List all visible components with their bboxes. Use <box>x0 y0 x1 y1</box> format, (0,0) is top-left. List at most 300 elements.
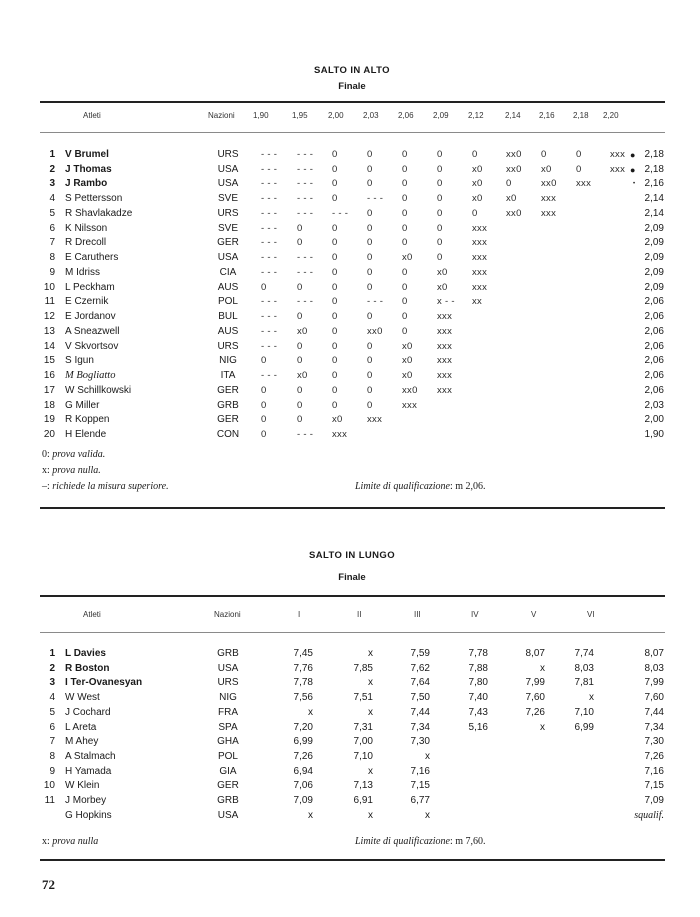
nation: GER <box>217 414 239 426</box>
attempt-cell: 0 <box>402 193 408 205</box>
attempt-cell: x0 <box>437 266 448 278</box>
table-row <box>0 295 700 309</box>
jump-cell: 7,51 <box>353 692 373 704</box>
jump-cell: 7,26 <box>293 751 313 763</box>
attempt-cell: 0 <box>367 340 373 352</box>
rank: 3 <box>49 178 55 190</box>
rank: 5 <box>49 207 55 219</box>
attempt-cell: xxx <box>472 281 488 293</box>
nation: AUS <box>217 281 239 293</box>
result: 7,30 <box>644 736 664 748</box>
rank: 6 <box>49 222 55 234</box>
legend-text: prova valida. <box>52 449 106 460</box>
attempt-cell: - - - <box>261 207 278 219</box>
attempt-cell: 0 <box>402 266 408 278</box>
attempt-cell: - - - <box>261 296 278 308</box>
athlete-name: S Pettersson <box>65 193 123 205</box>
attempt-cell: - - - <box>297 149 314 160</box>
jump-cell: x <box>425 751 430 763</box>
table-row <box>0 384 700 398</box>
result: 8,07 <box>644 648 664 659</box>
attempt-cell: xx0 <box>506 149 522 160</box>
legend-text: richiede la misura superiore. <box>52 481 169 492</box>
rank: 1 <box>49 149 55 160</box>
attempt-cell: 0 <box>332 163 338 175</box>
attempt-cell: xxx <box>541 193 557 205</box>
high-jump-bottom-rule <box>40 507 665 509</box>
attempt-cell: x0 <box>402 355 413 367</box>
jump-cell: 6,77 <box>410 795 430 807</box>
attempt-cell: - - - <box>367 296 384 308</box>
table-row <box>0 266 700 280</box>
athlete-name: K Nilsson <box>65 222 108 234</box>
attempt-cell: x0 <box>472 163 483 175</box>
table-row <box>0 207 700 221</box>
nation: BUL <box>218 311 238 323</box>
attempt-cell: 0 <box>297 237 303 249</box>
attempt-cell: 0 <box>297 222 303 234</box>
rank: 9 <box>49 266 55 278</box>
attempt-cell: 0 <box>437 163 443 175</box>
attempt-cell: - - - <box>297 266 314 278</box>
athlete-name: M Bogliatto <box>65 370 116 382</box>
rank: 8 <box>49 252 55 264</box>
result: 2,09 <box>644 281 664 293</box>
attempt-cell: 0 <box>261 281 267 293</box>
nation: SVE <box>217 193 238 205</box>
attempt-cell: 0 <box>437 178 443 190</box>
nation: URS <box>217 207 239 219</box>
attempt-cell: 0 <box>402 281 408 293</box>
jump-cell: x <box>589 692 594 704</box>
athlete-name: H Yamada <box>65 765 112 777</box>
jump-cell: 7,00 <box>353 736 373 748</box>
long-jump-header-rule <box>40 632 665 633</box>
jump-cell: x <box>540 721 545 733</box>
jump-cell: 7,40 <box>468 692 488 704</box>
high-jump-title: SALTO IN ALTO <box>314 65 390 76</box>
rank: 2 <box>49 662 55 674</box>
attempt-cell: 0 <box>437 149 443 160</box>
attempt-cell: xx0 <box>506 207 522 219</box>
result: 8,03 <box>644 662 664 674</box>
athlete-name: J Thomas <box>65 163 112 175</box>
attempt-cell: 0 <box>402 207 408 219</box>
rank: 19 <box>43 414 55 426</box>
attempt-cell: 0 <box>437 193 443 205</box>
height-header: 1,95 <box>292 111 308 120</box>
result: 7,44 <box>644 706 664 718</box>
athlete-name: J Cochard <box>65 706 111 718</box>
legend-pass <box>42 481 169 492</box>
table-row <box>0 325 700 339</box>
attempt-cell: 0 <box>332 193 338 205</box>
attempt-cell: x0 <box>297 370 308 382</box>
attempt-cell: 0 <box>297 355 303 367</box>
jump-cell: 6,99 <box>574 721 594 733</box>
athlete-name: W Schillkowski <box>65 384 132 396</box>
jump-cell: 7,09 <box>293 795 313 807</box>
nations-header: Nazioni <box>214 610 241 619</box>
attempt-cell: 0 <box>367 311 373 323</box>
nation: SVE <box>217 222 238 234</box>
attempt-cell: x0 <box>437 281 448 293</box>
attempt-cell: x0 <box>402 252 413 264</box>
legend-key: x: <box>42 836 50 847</box>
attempt-cell: 0 <box>261 355 267 367</box>
legend-valid <box>42 449 105 460</box>
height-header: 2,20 <box>603 111 619 120</box>
attempt-cell: - - - <box>297 163 314 175</box>
result: 2,14 <box>644 193 664 205</box>
athlete-name: E Caruthers <box>65 252 119 264</box>
attempt-cell: 0 <box>297 340 303 352</box>
attempt-cell: xx0 <box>367 325 383 337</box>
rank: 16 <box>43 370 55 382</box>
attempt-cell: - - - <box>297 296 314 308</box>
attempt-cell: x0 <box>402 340 413 352</box>
table-row <box>0 399 700 413</box>
jump-cell: 7,10 <box>574 706 594 718</box>
rank: 6 <box>49 721 55 733</box>
medal-marker-icon: • <box>633 181 636 188</box>
athlete-name: M Idriss <box>65 266 100 278</box>
nation: GHA <box>217 736 239 748</box>
attempt-cell: 0 <box>367 399 373 411</box>
table-row <box>0 735 700 749</box>
legend-text: prova nulla. <box>52 465 101 476</box>
attempt-cell: xxx <box>472 252 488 264</box>
rank: 10 <box>43 780 55 792</box>
attempt-cell: 0 <box>367 281 373 293</box>
athlete-name: W West <box>65 692 100 704</box>
nation: USA <box>217 178 239 190</box>
athlete-name: G Hopkins <box>65 809 112 821</box>
rank: 15 <box>43 355 55 367</box>
table-row <box>0 647 700 661</box>
table-row <box>0 794 700 808</box>
jump-cell: 7,88 <box>468 662 488 674</box>
attempt-cell: 0 <box>332 237 338 249</box>
attempt-cell: 0 <box>367 222 373 234</box>
attempt-cell: 0 <box>402 311 408 323</box>
athlete-name: A Sneazwell <box>65 325 120 337</box>
table-row <box>0 177 700 191</box>
high-jump-header-rule <box>40 132 665 133</box>
attempt-cell: 0 <box>261 384 267 396</box>
result: 2,06 <box>644 325 664 337</box>
rank: 1 <box>49 648 55 659</box>
jump-cell: x <box>540 662 545 674</box>
long-jump-title: SALTO IN LUNGO <box>309 550 395 561</box>
table-row <box>0 354 700 368</box>
round-header: II <box>357 610 362 619</box>
table-row <box>0 163 700 177</box>
attempt-cell: - - - <box>297 193 314 205</box>
rank: 3 <box>49 677 55 689</box>
rank: 17 <box>43 384 55 396</box>
nation: CIA <box>219 266 237 278</box>
table-row <box>0 192 700 206</box>
attempt-cell: 0 <box>437 222 443 234</box>
attempt-cell: 0 <box>332 340 338 352</box>
table-row <box>0 809 700 823</box>
jump-cell: x <box>425 809 430 821</box>
attempt-cell: 0 <box>402 222 408 234</box>
athletes-header: Atleti <box>83 111 101 120</box>
jump-cell: 7,81 <box>574 677 594 689</box>
rank: 7 <box>49 736 55 748</box>
jump-cell: 7,78 <box>293 677 313 689</box>
attempt-cell: xxx <box>367 414 383 426</box>
attempt-cell: 0 <box>297 414 303 426</box>
attempt-cell: 0 <box>332 178 338 190</box>
jump-cell: 7,31 <box>353 721 373 733</box>
nation: AUS <box>217 325 239 337</box>
round-header: III <box>414 610 421 619</box>
attempt-cell: 0 <box>402 178 408 190</box>
nations-header: Nazioni <box>208 111 235 120</box>
table-row <box>0 413 700 427</box>
rank: 7 <box>49 237 55 249</box>
attempt-cell: 0 <box>506 178 512 190</box>
attempt-cell: 0 <box>472 207 478 219</box>
result: 2,06 <box>644 340 664 352</box>
table-row <box>0 236 700 250</box>
rank: 10 <box>43 281 55 293</box>
table-row <box>0 251 700 265</box>
attempt-cell: x0 <box>472 193 483 205</box>
athletes-header: Atleti <box>83 610 101 619</box>
attempt-cell: 0 <box>576 149 582 160</box>
attempt-cell: 0 <box>332 355 338 367</box>
rank: 14 <box>43 340 55 352</box>
attempt-cell: 0 <box>332 222 338 234</box>
medal-marker-icon: ● <box>630 150 636 160</box>
attempt-cell: 0 <box>332 252 338 264</box>
jump-cell: x <box>308 809 313 821</box>
athlete-name: J Morbey <box>65 795 107 807</box>
table-row <box>0 750 700 764</box>
table-row <box>0 676 700 690</box>
attempt-cell: 0 <box>472 149 478 160</box>
jump-cell: x <box>368 809 373 821</box>
result: 2,06 <box>644 311 664 323</box>
jump-cell: 7,43 <box>468 706 488 718</box>
attempt-cell: 0 <box>576 163 582 175</box>
nation: FRA <box>218 706 238 718</box>
long-jump-subtitle: Finale <box>338 572 366 583</box>
rank: 4 <box>49 193 55 205</box>
attempt-cell: - - - <box>261 237 278 249</box>
attempt-cell: x0 <box>541 163 552 175</box>
medal-marker-icon: ● <box>630 164 636 175</box>
height-header: 2,06 <box>398 111 414 120</box>
attempt-cell: - - - <box>261 252 278 264</box>
jump-cell: 7,76 <box>293 662 313 674</box>
attempt-cell: - - - <box>261 370 278 382</box>
result: 2,06 <box>644 355 664 367</box>
long-jump-top-rule <box>40 595 665 597</box>
height-header: 2,12 <box>468 111 484 120</box>
jump-cell: x <box>368 648 373 659</box>
attempt-cell: xxx <box>437 311 453 323</box>
legend-null <box>42 465 101 476</box>
attempt-cell: xxx <box>610 163 626 175</box>
rank: 11 <box>44 296 55 308</box>
nation: URS <box>217 149 239 160</box>
result: 7,60 <box>644 692 664 704</box>
nation: SPA <box>218 721 238 733</box>
result: 2,00 <box>644 414 664 426</box>
nation: USA <box>217 662 239 674</box>
jump-cell: 6,99 <box>293 736 313 748</box>
legend-key: 0: <box>42 449 50 460</box>
athlete-name: S Igun <box>65 355 94 367</box>
jump-cell: 5,16 <box>468 721 488 733</box>
attempt-cell: 0 <box>261 429 267 441</box>
attempt-cell: 0 <box>332 296 338 308</box>
legend-null <box>42 836 98 847</box>
result: 1,90 <box>644 429 664 441</box>
athlete-name: R Boston <box>65 662 110 674</box>
attempt-cell: - - - <box>297 207 314 219</box>
athlete-name: E Czernik <box>65 296 109 308</box>
jump-cell: 7,06 <box>293 780 313 792</box>
jump-cell: 8,03 <box>574 662 594 674</box>
rank: 13 <box>43 325 55 337</box>
nation: GRB <box>217 795 239 807</box>
attempt-cell: 0 <box>437 237 443 249</box>
jump-cell: 7,15 <box>410 780 430 792</box>
attempt-cell: - - - <box>297 252 314 264</box>
attempt-cell: - - - <box>261 340 278 352</box>
attempt-cell: 0 <box>402 163 408 175</box>
attempt-cell: x - - <box>437 296 455 308</box>
qualification-label: Limite di qualificazione <box>355 836 450 847</box>
qualification-limit <box>355 481 486 492</box>
athlete-name: H Elende <box>65 429 107 441</box>
attempt-cell: 0 <box>332 384 338 396</box>
attempt-cell: - - - <box>367 193 384 205</box>
result: 7,15 <box>644 780 664 792</box>
attempt-cell: xxx <box>576 178 592 190</box>
jump-cell: x <box>368 677 373 689</box>
attempt-cell: 0 <box>367 207 373 219</box>
table-row <box>0 340 700 354</box>
round-header: IV <box>471 610 479 619</box>
table-row <box>0 706 700 720</box>
jump-cell: 7,56 <box>293 692 313 704</box>
jump-cell: 7,34 <box>410 721 430 733</box>
nation: POL <box>217 751 238 763</box>
nation: GER <box>217 237 239 249</box>
attempt-cell: 0 <box>367 252 373 264</box>
attempt-cell: 0 <box>297 384 303 396</box>
athlete-name: W Klein <box>65 780 100 792</box>
nation: USA <box>217 163 239 175</box>
attempt-cell: 0 <box>437 252 443 264</box>
table-row <box>0 765 700 779</box>
attempt-cell: - - - <box>261 325 278 337</box>
attempt-cell: 0 <box>367 355 373 367</box>
qualification-value: : m 2,06. <box>450 481 486 492</box>
attempt-cell: 0 <box>367 370 373 382</box>
nation: GRB <box>217 648 239 659</box>
athlete-name: R Drecoll <box>65 237 107 249</box>
attempt-cell: 0 <box>332 149 338 160</box>
height-header: 2,18 <box>573 111 589 120</box>
attempt-cell: xx0 <box>541 178 557 190</box>
nation: USA <box>217 809 239 821</box>
jump-cell: 7,45 <box>293 648 313 659</box>
result: squalif. <box>634 809 664 821</box>
attempt-cell: - - - <box>297 178 314 190</box>
attempt-cell: 0 <box>332 311 338 323</box>
rank: 12 <box>43 311 55 323</box>
legend-key: x: <box>42 465 50 476</box>
nation: URS <box>217 340 239 352</box>
attempt-cell: 0 <box>402 149 408 160</box>
attempt-cell: 0 <box>367 178 373 190</box>
result: 2,14 <box>644 207 664 219</box>
jump-cell: 7,30 <box>410 736 430 748</box>
nation: POL <box>217 296 238 308</box>
legend-text: prova nulla <box>52 836 99 847</box>
jump-cell: x <box>308 706 313 718</box>
jump-cell: 7,16 <box>410 765 430 777</box>
attempt-cell: 0 <box>261 414 267 426</box>
rank: 18 <box>43 399 55 411</box>
attempt-cell: - - - <box>261 193 278 205</box>
athlete-name: L Areta <box>65 721 97 733</box>
athlete-name: J Rambo <box>65 178 108 190</box>
jump-cell: 7,85 <box>353 662 373 674</box>
result: 2,06 <box>644 296 664 308</box>
attempt-cell: 0 <box>367 149 373 160</box>
rank: 5 <box>49 706 55 718</box>
round-header: V <box>531 610 537 619</box>
attempt-cell: - - - <box>261 311 278 323</box>
height-header: 2,00 <box>328 111 344 120</box>
athlete-name: A Stalmach <box>65 751 116 763</box>
attempt-cell: xxx <box>332 429 348 441</box>
jump-cell: 8,07 <box>525 648 545 659</box>
jump-cell: 7,80 <box>468 677 488 689</box>
athlete-name: M Ahey <box>65 736 99 748</box>
rank: 2 <box>49 163 55 175</box>
table-row <box>0 721 700 735</box>
result: 2,09 <box>644 237 664 249</box>
result: 2,18 <box>644 149 664 160</box>
attempt-cell: - - - <box>261 163 278 175</box>
page-number: 72 <box>42 877 55 892</box>
attempt-cell: xxx <box>437 325 453 337</box>
height-header: 2,03 <box>363 111 379 120</box>
rank: 8 <box>49 751 55 763</box>
attempt-cell: x0 <box>332 414 343 426</box>
table-row <box>0 281 700 295</box>
nation: GER <box>217 384 239 396</box>
attempt-cell: 0 <box>541 149 547 160</box>
round-header: I <box>298 610 301 619</box>
height-header: 2,14 <box>505 111 521 120</box>
attempt-cell: 0 <box>367 163 373 175</box>
attempt-cell: 0 <box>367 266 373 278</box>
attempt-cell: 0 <box>297 311 303 323</box>
table-row <box>0 222 700 236</box>
attempt-cell: xxx <box>402 399 418 411</box>
